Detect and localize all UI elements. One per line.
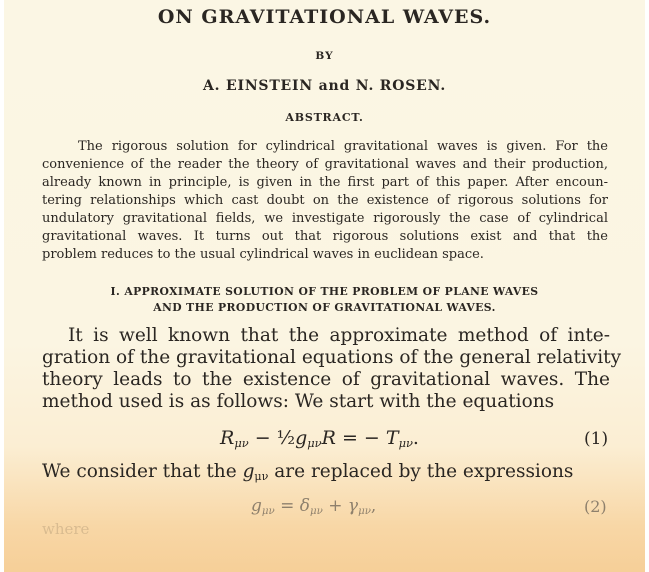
equation-1-number: (1)	[584, 429, 609, 449]
abstract-line: gravitational waves. It turns out that rigorous solutions exist and that the	[42, 229, 608, 244]
equation-2-number: (2)	[584, 497, 607, 516]
paper-title: ON GRAVITATIONAL WAVES.	[157, 6, 492, 28]
byline-by: BY	[315, 50, 334, 62]
body-line: method used is as follows: We start with the equations	[42, 391, 555, 412]
body-paragraph	[42, 325, 622, 413]
abstract-line: problem reduces to the usual cylindrical waves in euclidean space.	[42, 247, 484, 262]
section-heading-line2: AND THE PRODUCTION OF GRAVITATIONAL WAVES.	[153, 301, 496, 314]
body-line-after-equation: We consider that the $g_{\mu\nu}$ are replaced by the expressions	[42, 461, 574, 483]
body-line: It is well known that the approximate method of inte-	[68, 325, 610, 346]
section-heading-line1: I. APPROXIMATE SOLUTION OF THE PROBLEM OF PLANE WAVES	[110, 285, 539, 298]
abstract-heading: ABSTRACT.	[285, 111, 364, 124]
abstract-line: undulatory gravitational fields, we investigate rigorously the case of cylindrical	[42, 211, 608, 226]
abstract-line: already known in principle, is given in the first part of this paper. After encoun-	[42, 175, 608, 190]
abstract-line: tering relationships which cast doubt on the existence of rigorous solutions for	[42, 193, 608, 208]
equation-1: $R_{\mu\nu}$ − $\frac{1}{2}g_{\mu\nu}R$ = − $T_{\mu\nu}$.	[220, 427, 419, 450]
body-line: gration of the gravitational equations of the general relativity	[42, 347, 622, 368]
equation-2: $g_{\mu\nu} = \delta_{\mu\nu} + \gamma_{\mu\nu}$,	[251, 496, 377, 517]
body-line: theory leads to the existence of gravitational waves. The	[42, 369, 610, 390]
faded-text: where	[42, 520, 90, 538]
abstract-line: The rigorous solution for cylindrical gravitational waves is given. For the	[78, 139, 608, 154]
abstract-line: convenience of the reader the theory of gravitational waves and their production,	[42, 157, 608, 172]
authors: A. EINSTEIN and N. ROSEN.	[203, 78, 446, 94]
abstract-text	[42, 138, 608, 264]
paper-page	[4, 0, 645, 572]
